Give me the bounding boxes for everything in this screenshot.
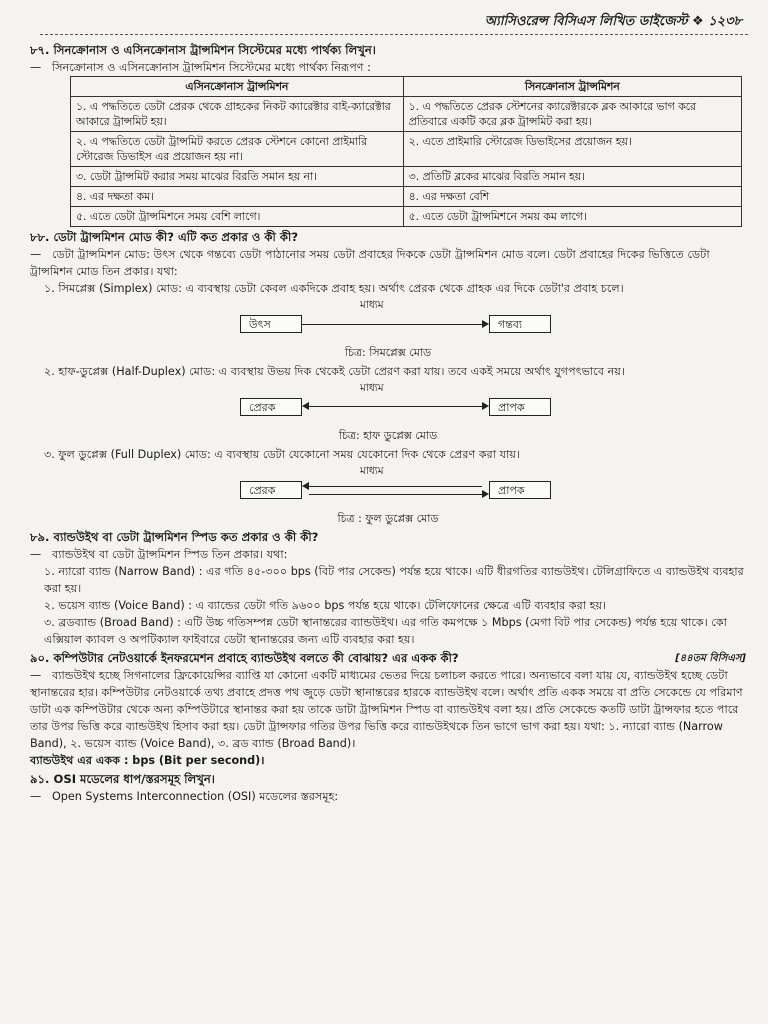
- table-cell: ৪. এর দক্ষতা কম।: [71, 187, 404, 207]
- arrow-line: [309, 406, 482, 407]
- question-89: ৮৯. ব্যান্ডউইথ বা ডেটা ট্রান্সমিশন স্পিড কত প্রকার ও কী কী?: [30, 530, 319, 544]
- full-duplex-caption: চিত্র : ফুল ডুপ্লেক্স মোড: [337, 512, 439, 525]
- arrow-left-icon: [302, 482, 309, 490]
- arrow-line-top: [309, 486, 482, 487]
- arrow-right-icon: [482, 320, 489, 328]
- receiver-box: প্রাপক: [489, 481, 551, 499]
- comparison-table: [70, 76, 742, 227]
- table-row: [71, 187, 742, 207]
- arrow-left-icon: [302, 402, 309, 410]
- broad-band-item: ৩. ব্রডব্যান্ড (Broad Band) : এটি উচ্চ গতিসম্পন্ন ডেটা স্থানান্তরের ব্যান্ডউইথ। এর গতি কমপক্ষে ১ Mbps (মেগা বিট পার সেকেন্ড) পর্যন্ত হয়ে থাকে। কো এক্সিয়াল ক্যাবল ও অপটিক্যাল ফাইবারে ডেটা স্থানান্তরের জন্য এটি ব্যবহার করা হয়।: [44, 616, 727, 646]
- arrow-line-bottom: [309, 494, 482, 495]
- simplex-caption: চিত্র: সিমপ্লেক্স মোড: [344, 346, 432, 359]
- answer-90: — ব্যান্ডউইথ হচ্ছে সিগনালের ফ্রিকোয়েন্সির ব্যাপ্তি যা কোনো একটি মাধ্যমের ভেতর দিয়ে চলাচল করতে পারে। অন্যভাবে বলা যায় যে, ব্যান্ডউইথ হচ্ছে ডেটা স্থানান্তরের হার। কম্পিউটার নেটওয়ার্কে তথ্য প্রবাহে প্রদত্ত পথ জুড়ে ডেটা স্থানান্তরের হারকে ব্যান্ডউইথ বলে। অর্থাৎ প্রতি একক সময়ে বা প্রতি সেকেন্ডে যে পরিমাণ ডাটা এক কম্পিউটার থেকে অন্য কম্পিউটারে স্থানান্তর করা হয় তাকে ডাটা ট্রান্সমিশন স্পিড বা ব্যান্ডউইথ বলা হয়। প্রতি সেকেন্ডে কতটি ডাটা ট্রান্সফার হতে পারে তার উপর ভিত্তি করে ব্যান্ডউইথ হিসাব করা হয়। ডেটা ট্রান্সফার গতির উপর ভিত্তি করে ব্যান্ডউইথকে তিন ভাগে ভাগ করা হয়। যথা: ১. ন্যারো ব্যান্ড (Narrow Band), ২. ভয়েস ব্যান্ড (Voice Band), ৩. ব্রড ব্যান্ড (Broad Band)।: [30, 669, 743, 750]
- half-duplex-description: ২. হাফ-ডুপ্লেক্স (Half-Duplex) মোড: এ ব্যবস্থায় উভয় দিক থেকেই ডেটা প্রেরণ করা যায়। তবে একই সময়ে অর্থাৎ যুগপৎভাবে নয়।: [44, 365, 625, 378]
- table-cell: ২. এতে প্রাইমারি স্টোরেজ ডিভাইসের প্রয়োজন হয়।: [403, 132, 741, 167]
- arrow-line: [302, 324, 482, 325]
- medium-label: মাধ্যম: [360, 299, 384, 311]
- arrow-right-icon: [482, 402, 489, 410]
- medium-label: মাধ্যম: [360, 382, 384, 394]
- receiver-box: প্রাপক: [489, 398, 551, 416]
- answer-dash: —: [30, 790, 42, 803]
- table-cell: ১. এ পদ্ধতিতে ডেটা প্রেরক থেকে গ্রাহকের নিকট ক্যারেক্টার বাই-ক্যারেক্টার আকারে ট্রান্সমিট হয়।: [71, 97, 404, 132]
- question-90: ৯০. কম্পিউটার নেটওয়ার্কে ইনফরমেশন প্রবাহে ব্যান্ডউইথ বলতে কী বোঝায়? এর একক কী? [৪৪তম বিসিএস]: [30, 651, 746, 665]
- question-88: ৮৮. ডেটা ট্রান্সমিশন মোড কী? এটি কত প্রকার ও কী কী?: [30, 230, 299, 244]
- header-divider: [40, 34, 748, 35]
- table-row: [71, 207, 742, 227]
- table-cell: ৫. এতে ডেটা ট্রান্সমিশনে সময় কম লাগে।: [403, 207, 741, 227]
- voice-band-item: ২. ভয়েস ব্যান্ড (Voice Band) : এ ব্যান্ডের ডেটা গতি ৯৬০০ bps পর্যন্ত হয়ে থাকে। টেলিফোনের ক্ষেত্রে এটি ব্যবহার করা হয়।: [44, 599, 607, 612]
- question-87: ৮৭. সিনক্রোনাস ও এসিনক্রোনাস ট্রান্সমিশন সিস্টেমের মধ্যে পার্থক্য লিখুন।: [30, 43, 376, 57]
- sender-box: প্রেরক: [240, 398, 302, 416]
- full-duplex-description: ৩. ফুল ডুপ্লেক্স (Full Duplex) মোড: এ ব্যবস্থায় ডেটা যেকোনো সময় যেকোনো দিক থেকে প্রেরণ করা যায়।: [44, 448, 520, 461]
- table-header-sync: সিনক্রোনাস ট্রান্সমিশন: [403, 77, 741, 97]
- destination-box: গন্তব্য: [489, 315, 551, 333]
- answer-91: — Open Systems Interconnection (OSI) মডেলের স্তরসমূহ:: [30, 790, 339, 803]
- table-cell: ১. এ পদ্ধতিতে প্রেরক স্টেশনের ক্যারেক্টারকে ব্লক আকারে ভাগ করে প্রতিবারে একটি করে ব্লক ট্রান্সমিট করা হয়।: [403, 97, 741, 132]
- table-header-async: এসিনক্রোনাস ট্রান্সমিশন: [71, 77, 404, 97]
- table-row: [71, 97, 742, 132]
- answer-dash: —: [30, 548, 42, 561]
- simplex-description: ১. সিমপ্লেক্স (Simplex) মোড: এ ব্যবস্থায় ডেটা কেবল একদিকে প্রবাহ হয়। অর্থাৎ প্রেরক থেকে গ্রাহক এর দিকে ডেটা'র প্রবাহ চলে।: [44, 282, 624, 295]
- answer-dash: —: [30, 248, 42, 261]
- answer-89: — ব্যান্ডউইথ বা ডেটা ট্রান্সমিশন স্পিড তিন প্রকার। যথা:: [30, 548, 288, 561]
- source-box: উৎস: [240, 315, 302, 333]
- half-duplex-caption: চিত্র: হাফ ডুপ্লেক্স মোড: [338, 429, 438, 442]
- sender-box: প্রেরক: [240, 481, 302, 499]
- arrow-right-icon: [482, 490, 489, 498]
- question-91: ৯১. OSI মডেলের ধাপ/স্তরসমূহ লিখুন।: [30, 772, 215, 786]
- table-cell: ৩. ডেটা ট্রান্সমিট করার সময় মাঝের বিরতি সমান হয় না।: [71, 167, 404, 187]
- medium-label: মাধ্যম: [360, 465, 384, 477]
- table-row: [71, 132, 742, 167]
- table-cell: ৪. এর দক্ষতা বেশি: [403, 187, 741, 207]
- half-duplex-diagram: [30, 380, 746, 426]
- answer-87-intro: — সিনক্রোনাস ও এসিনক্রোনাস ট্রান্সমিশন সিস্টেমের মধ্যে পার্থক্য নিরূপণ :: [30, 61, 371, 74]
- table-row: [71, 167, 742, 187]
- answer-88: — ডেটা ট্রান্সমিশন মোড: উৎস থেকে গন্তব্যে ডেটা পাঠানোর সময় ডেটা প্রবাহের দিককে ডেটা ট্রান্সমিশন মোড বলে। ডেটা প্রবাহের দিকের ভিত্তিতে ডেটা ট্রান্সমিশন মোড তিন প্রকার। যথা:: [30, 248, 710, 278]
- table-cell: ৩. প্রতিটি ব্লকের মাঝের বিরতি সমান হয়।: [403, 167, 741, 187]
- narrow-band-item: ১. ন্যারো ব্যান্ড (Narrow Band) : এর গতি ৪৫-৩০০ bps (বিট পার সেকেন্ড) পর্যন্ত হয়ে থাকে। এটি ধীরগতির ব্যান্ডউইথ। টেলিগ্রাফিতে এ ব্যান্ডউইথ ব্যবহার করা হয়।: [44, 565, 744, 595]
- table-cell: ৫. এতে ডেটা ট্রান্সমিশনে সময় বেশি লাগে।: [71, 207, 404, 227]
- answer-dash: —: [30, 669, 42, 682]
- full-duplex-diagram: [30, 463, 746, 509]
- table-cell: ২. এ পদ্ধতিতে ডেটা ট্রান্সমিট করতে প্রেরক স্টেশনে কোনো প্রাইমারি স্টোরেজ ডিভাইস এর প্রয়োজন হয় না।: [71, 132, 404, 167]
- answer-dash: —: [30, 61, 42, 74]
- page-content: [30, 40, 746, 805]
- running-header: অ্যাসিওরেন্স বিসিএস লিখিত ডাইজেস্ট ❖ ১২৩৮: [484, 14, 742, 29]
- exam-tag: [৪৪তম বিসিএস]: [675, 653, 746, 664]
- bandwidth-unit: ব্যান্ডউইথ এর একক : bps (Bit per second)।: [30, 754, 265, 767]
- simplex-diagram: [30, 297, 746, 343]
